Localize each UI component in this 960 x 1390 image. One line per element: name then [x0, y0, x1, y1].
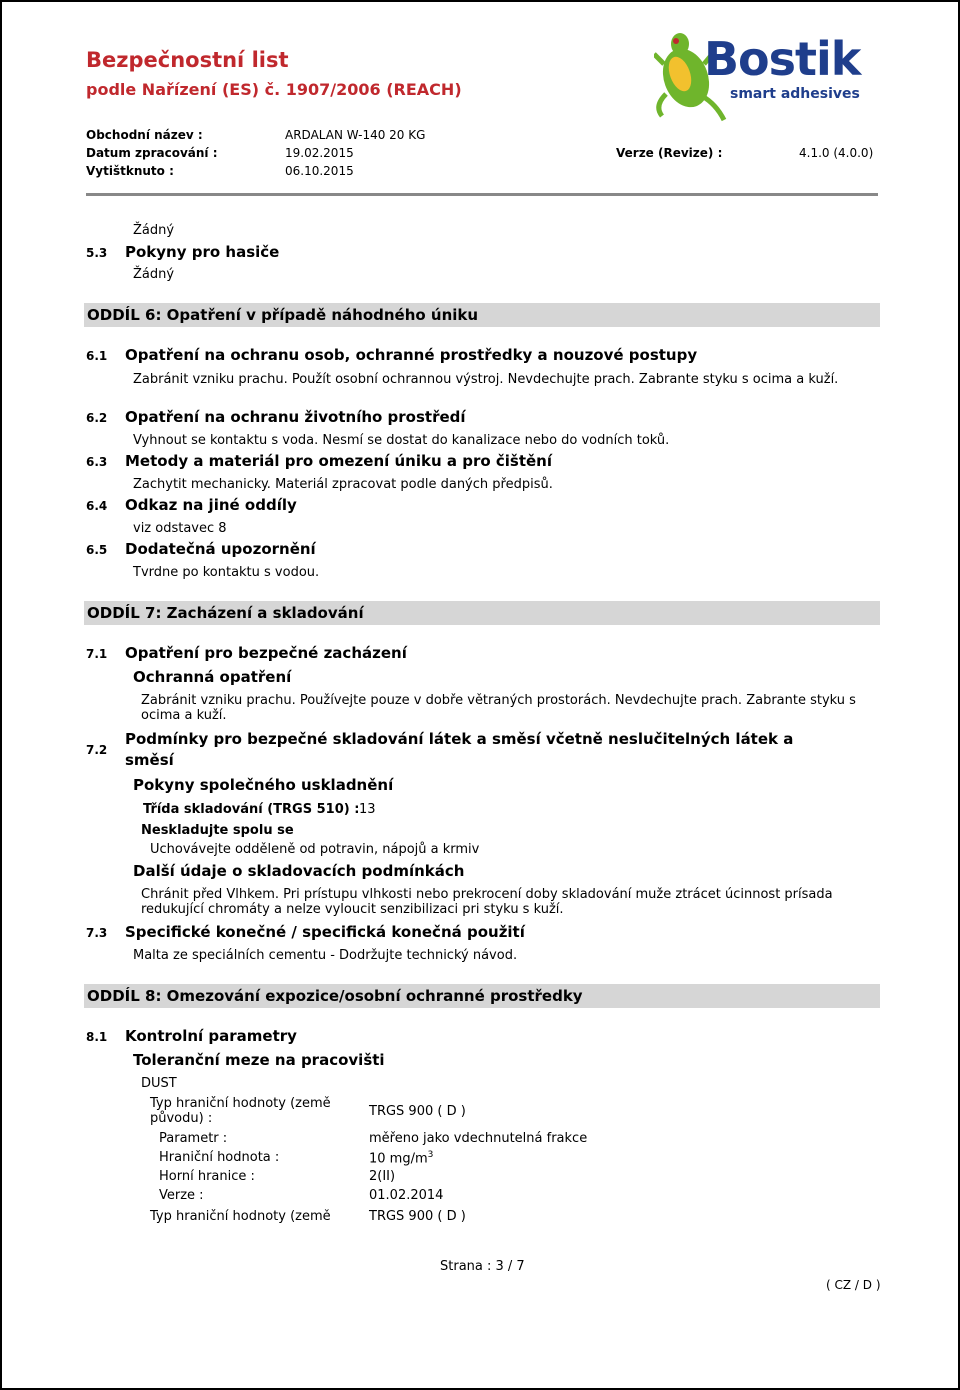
version-label: Verze (Revize) :	[616, 146, 723, 160]
s64-text: viz odstavec 8	[133, 521, 227, 536]
s71-sub: Ochranná opatření	[133, 668, 292, 686]
s72-sub1: Pokyny společného uskladnění	[133, 776, 394, 794]
s72-title-line2: směsí	[125, 751, 174, 769]
trade-name-value: ARDALAN W-140 20 KG	[285, 128, 426, 142]
logo-brand: Bostik	[704, 32, 861, 86]
type-value: TRGS 900 ( D )	[369, 1104, 466, 1119]
s62-num: 6.2	[86, 411, 108, 425]
s63-num: 6.3	[86, 455, 108, 469]
locale-code: ( CZ / D )	[826, 1278, 881, 1292]
type-label: Typ hraniční hodnoty (země původu) :	[150, 1096, 331, 1126]
s62-text: Vyhnout se kontaktu s voda. Nesmí se dostat do kanalizace nebo do vodních toků.	[133, 433, 670, 448]
limit-label: Hraniční hodnota :	[159, 1150, 280, 1165]
param-value: měřeno jako vdechnutelná frakce	[369, 1131, 588, 1146]
document-title: Bezpečnostní list	[86, 48, 289, 72]
type2-value: TRGS 900 ( D )	[369, 1209, 466, 1224]
storage-class-value: 13	[359, 802, 376, 817]
storage-class-label: Třída skladování (TRGS 510) :	[143, 802, 360, 817]
section6-heading: ODDÍL 6: Opatření v případě náhodného úniku	[84, 303, 880, 327]
s71-title: Opatření pro bezpečné zacházení	[125, 644, 407, 662]
upper-value: 2(II)	[369, 1169, 396, 1184]
no-store-text: Uchovávejte odděleně od potravin, nápojů a krmiv	[150, 842, 480, 857]
s65-num: 6.5	[86, 543, 108, 557]
s61-num: 6.1	[86, 349, 108, 363]
s62-title: Opatření na ochranu životního prostředí	[125, 408, 466, 426]
s81-sub: Toleranční meze na pracovišti	[133, 1051, 385, 1069]
logo-tagline: smart adhesives	[730, 86, 860, 102]
printed-label: Vytištknuto :	[86, 164, 174, 178]
prev-text: Žádný	[133, 223, 175, 238]
no-store-label: Neskladujte spolu se	[141, 823, 294, 838]
section7-heading: ODDÍL 7: Zacházení a skladování	[84, 601, 880, 625]
s61-title: Opatření na ochranu osob, ochranné prostředky a nouzové postupy	[125, 346, 698, 364]
s72-sub2: Další údaje o skladovacích podmínkách	[133, 862, 465, 880]
header-divider	[86, 193, 878, 196]
page-number: Strana : 3 / 7	[440, 1259, 525, 1274]
s64-title: Odkaz na jiné oddíly	[125, 496, 297, 514]
s71-text: Zabránit vzniku prachu. Používejte pouze v dobře větraných prostorách. Nevdechujte prach. Zabrante styku s ocima a kuží.	[141, 693, 856, 723]
upper-label: Horní hranice :	[159, 1169, 255, 1184]
s71-num: 7.1	[86, 647, 108, 661]
s63-title: Metody a materiál pro omezení úniku a pro čištění	[125, 452, 553, 470]
substance-name: DUST	[141, 1076, 177, 1091]
s53-text: Žádný	[133, 267, 175, 282]
s72-title-line1: Podmínky pro bezpečné skladování látek a směsí včetně neslučitelných látek a	[125, 730, 794, 748]
date-label: Datum zpracování :	[86, 146, 218, 160]
s81-title: Kontrolní parametry	[125, 1027, 297, 1045]
type2-label: Typ hraniční hodnoty (země	[150, 1209, 331, 1224]
version-value: 4.1.0 (4.0.0)	[799, 146, 874, 160]
s72-text: Chránit před Vlhkem. Pri prístupu vlhkosti nebo prekrocení doby skladování muže ztrácet úcinnost prísada redukující chromáty a nelze vyloucit senzibilizaci pri styku s kuží.	[141, 887, 833, 917]
version8-label: Verze :	[159, 1188, 204, 1203]
s61-text: Zabránit vzniku prachu. Použít osobní ochrannou výstroj. Nevdechujte prach. Zabrante styku s ocima a kuží.	[133, 372, 839, 387]
bostik-logo	[654, 24, 884, 124]
s73-text: Malta ze speciálních cementu - Dodržujte technický návod.	[133, 948, 518, 963]
section8-heading: ODDÍL 8: Omezování expozice/osobní ochranné prostředky	[84, 984, 880, 1008]
trade-name-label: Obchodní název :	[86, 128, 203, 142]
limit-value: 10 $mg/m^3$	[369, 1150, 434, 1167]
document-subtitle: podle Nařízení (ES) č. 1907/2006 (REACH)	[86, 80, 462, 99]
param-label: Parametr :	[159, 1131, 228, 1146]
s65-text: Tvrdne po kontaktu s vodou.	[133, 565, 320, 580]
s65-title: Dodatečná upozornění	[125, 540, 316, 558]
printed-value: 06.10.2015	[285, 164, 354, 178]
s72-num: 7.2	[86, 743, 108, 757]
s63-text: Zachytit mechanicky. Materiál zpracovat podle daných předpisů.	[133, 477, 553, 492]
s64-num: 6.4	[86, 499, 108, 513]
s81-num: 8.1	[86, 1030, 108, 1044]
date-value: 19.02.2015	[285, 146, 354, 160]
s53-title: Pokyny pro hasiče	[125, 243, 280, 261]
s73-num: 7.3	[86, 926, 108, 940]
s53-num: 5.3	[86, 246, 108, 260]
version8-value: 01.02.2014	[369, 1188, 444, 1203]
s73-title: Specifické konečné / specifická konečná použití	[125, 923, 525, 941]
